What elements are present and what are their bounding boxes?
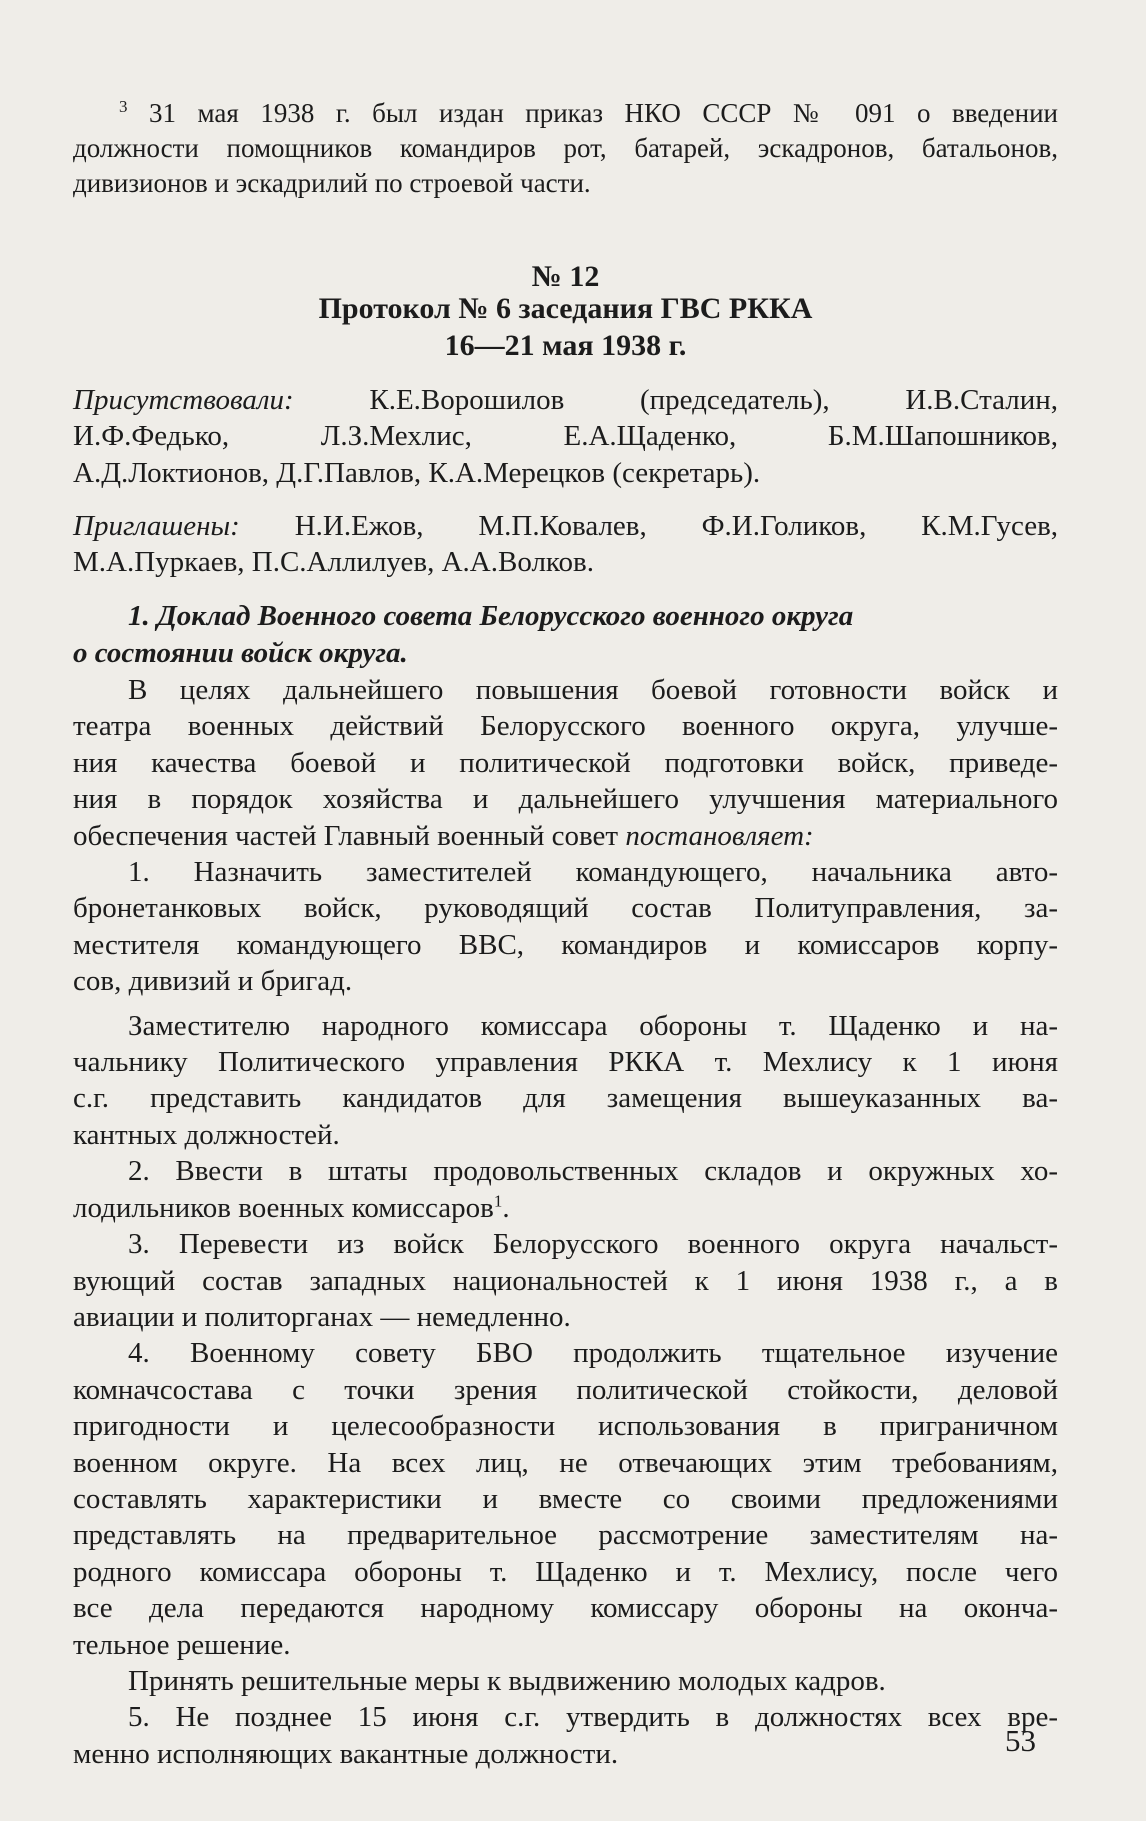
text-line: менно исполняющих вакантные должности. (73, 1737, 619, 1770)
text-line: чальнику Политического управления РККА т. Мехлису к 1 июня (73, 1046, 1058, 1079)
invited-line: М.А.Пуркаев, П.С.Аллилуев, А.А.Волков. (73, 546, 594, 579)
footnote (73, 96, 1058, 201)
section-heading (73, 598, 1058, 672)
text-line: тельное решение. (73, 1628, 291, 1661)
text-line: представлять на предварительное рассмотрение заместителям на- (73, 1519, 1058, 1552)
text-line: авиации и политорганах — немедленно. (73, 1300, 571, 1333)
text-line: бронетанковых войск, руководящий состав Политуправления, за- (73, 892, 1058, 925)
footnote-ref: 1 (493, 1191, 503, 1211)
text-line: 1. Назначить заместителей командующего, начальника авто- (128, 856, 1058, 889)
attendees-line: Присутствовали: К.Е.Ворошилов (председатель), И.В.Сталин, (73, 384, 1058, 416)
invited-line: Приглашены: Н.И.Ежов, М.П.Ковалев, Ф.И.Голиков, К.М.Гусев, (73, 510, 1059, 542)
text-line: местителя командующего ВВС, командиров и комиссаров корпу- (73, 928, 1058, 961)
attendees (73, 382, 1058, 491)
attendees-line: И.Ф.Федько, Л.З.Мехлис, Е.А.Щаденко, Б.М.Шапошников, (73, 420, 1058, 453)
main-text (73, 672, 1058, 1772)
document-number: № 12 (531, 260, 600, 293)
text-line: сов, дивизий и бригад. (73, 965, 353, 998)
invited (73, 508, 1058, 581)
text-line: театра военных действий Белорусского военного округа, улучше- (73, 710, 1058, 743)
text-line: кантных должностей. (73, 1118, 340, 1151)
text-line: родного комиссара обороны т. Щаденко и т. Мехлису, после чего (73, 1555, 1058, 1588)
text-line: лодильников военных комиссаров$^1$. (73, 1191, 510, 1224)
text-line: 2. Ввести в штаты продовольственных складов и окружных хо- (128, 1155, 1058, 1188)
attendees-label: Присутствовали: (73, 384, 294, 416)
text-line: военном округе. На всех лиц, не отвечающих этим требованиям, (73, 1446, 1058, 1479)
section-heading-line: о состоянии войск округа. (73, 637, 408, 669)
text-line: Заместителю народного комиссара обороны т. Щаденко и на- (128, 1009, 1058, 1042)
text-line: 5. Не позднее 15 июня с.г. утвердить в должностях всех вре- (128, 1701, 1058, 1734)
text-line: Принять решительные меры к выдвижению молодых кадров. (128, 1664, 886, 1697)
footnote-line: должности помощников командиров рот, батарей, эскадронов, батальонов, (73, 133, 1058, 163)
text-line: с.г. представить кандидатов для замещения вышеуказанных ва- (73, 1082, 1058, 1115)
text-line: 4. Военному совету БВО продолжить тщательное изучение (128, 1337, 1058, 1370)
text-line: составлять характеристики и вместе со своими предложениями (73, 1482, 1058, 1515)
text-line: ния качества боевой и политической подготовки войск, приведе- (73, 746, 1058, 779)
text-line: В целях дальнейшего повышения боевой готовности войск и (128, 674, 1058, 706)
footnote-line: дивизионов и эскадрилий по строевой части. (73, 168, 591, 198)
title-date: 16—21 мая 1938 г. (444, 329, 687, 362)
text-line: обеспечения частей Главный военный совет постановляет: (73, 819, 814, 852)
footnote-line: $^3$ 31 мая 1938 г. был издан приказ НКО СССР № 091 о введении (119, 97, 1058, 128)
text-line: вующий состав западных национальностей к 1 июня 1938 г., а в (73, 1264, 1058, 1297)
invited-label: Приглашены: (73, 510, 240, 542)
section-heading-line: 1. Доклад Военного совета Белорусского военного округа (128, 600, 854, 632)
text-line: ния в порядок хозяйства и дальнейшего улучшения материального (73, 783, 1058, 816)
attendees-line: А.Д.Локтионов, Д.Г.Павлов, К.А.Мерецков (секретарь). (73, 456, 761, 489)
text-line: пригодности и целесообразности использования в приграничном (73, 1410, 1058, 1443)
footnote-marker: 3 (119, 97, 128, 116)
text-line: комначсостава с точки зрения политической стойкости, деловой (73, 1373, 1058, 1406)
text-line: все дела передаются народному комиссару обороны на оконча- (73, 1592, 1058, 1625)
text-line: 3. Перевести из войск Белорусского военного округа начальст- (128, 1228, 1058, 1261)
page-number: 53 (1005, 1723, 1036, 1758)
document-title (73, 290, 1058, 364)
title-line: Протокол № 6 заседания ГВС РККА (318, 292, 813, 325)
